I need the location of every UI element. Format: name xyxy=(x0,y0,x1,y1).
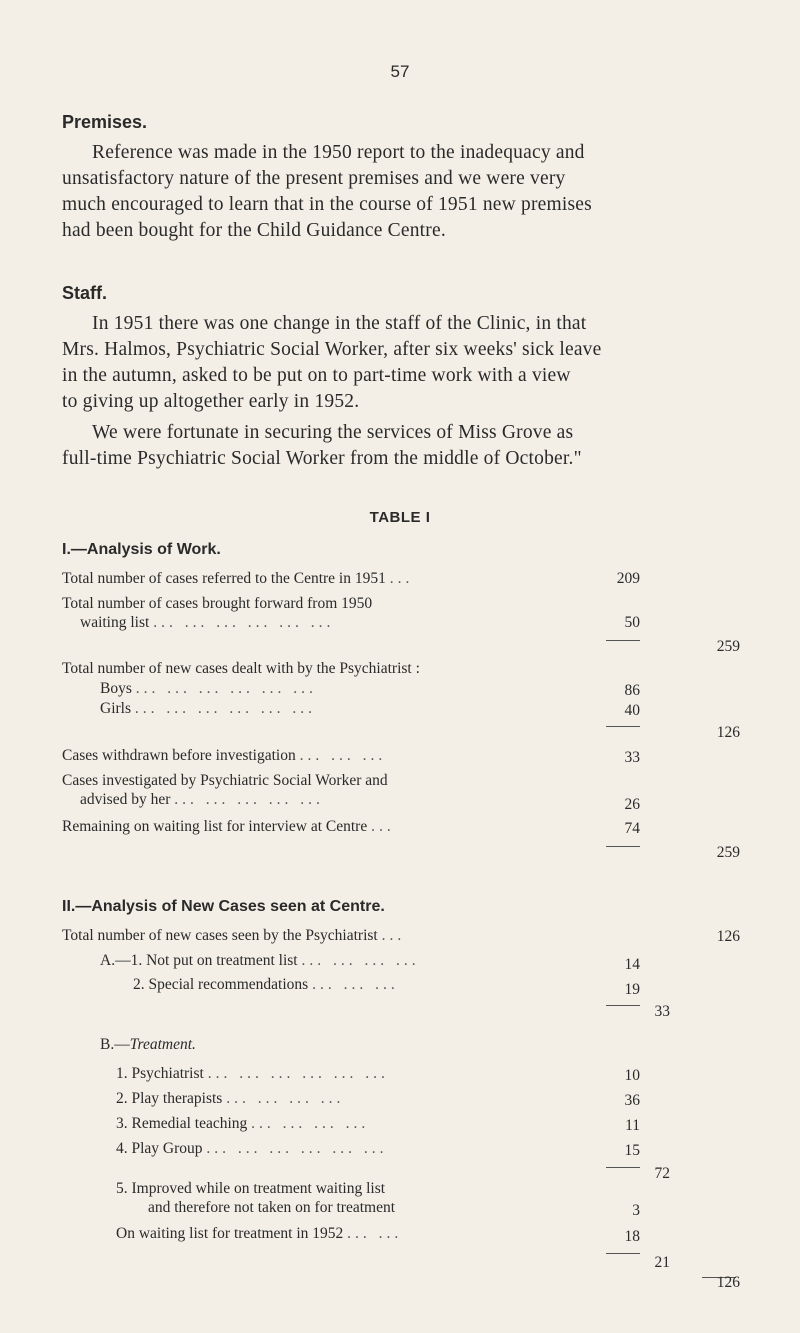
section-2-heading: II.—Analysis of New Cases seen at Centre. xyxy=(62,898,385,915)
table-row-label: Cases withdrawn before investigation ... ... ... xyxy=(62,747,387,764)
table-row-label: advised by her ... ... ... ... ... xyxy=(80,791,324,808)
table-row-value: 86 xyxy=(624,682,640,699)
staff-paragraph-2 xyxy=(62,420,742,472)
table-row-value: 40 xyxy=(624,702,640,719)
premises-line: had been bought for the Child Guidance Centre. xyxy=(62,220,446,241)
section-1-heading: I.—Analysis of Work. xyxy=(62,541,221,558)
table-row-label: A.—1. Not put on treatment list ... ... ... ... xyxy=(100,952,420,969)
table-row-label: 2. Play therapists ... ... ... ... xyxy=(116,1090,345,1107)
table-row-label: Total number of new cases dealt with by the Psychiatrist : xyxy=(62,660,420,677)
table-row-label: 4. Play Group ... ... ... ... ... ... xyxy=(116,1140,388,1157)
table-row-label: Boys ... ... ... ... ... ... xyxy=(100,680,317,697)
staff-line: full-time Psychiatric Social Worker from the middle of October." xyxy=(62,448,582,469)
premises-heading: Premises. xyxy=(62,112,148,132)
table-row-value: 19 xyxy=(624,981,640,998)
table-row-label: 3. Remedial teaching ... ... ... ... xyxy=(116,1115,370,1132)
staff-heading: Staff. xyxy=(62,283,107,303)
table-row-label: and therefore not taken on for treatment xyxy=(148,1199,396,1216)
staff-line: in the autumn, asked to be put on to part-time work with a view xyxy=(62,365,571,386)
rule xyxy=(606,846,640,847)
table-row-label: 5. Improved while on treatment waiting list xyxy=(116,1180,386,1197)
staff-line: We were fortunate in securing the services of Miss Grove as xyxy=(92,422,574,443)
staff-line: In 1951 there was one change in the staff of the Clinic, in that xyxy=(92,313,587,334)
table-row-label: On waiting list for treatment in 1952 ... ... xyxy=(116,1225,403,1242)
table-row-label: Total number of new cases seen by the Psychiatrist ... xyxy=(62,927,406,944)
table-row-label: waiting list ... ... ... ... ... ... xyxy=(80,614,335,631)
staff-paragraph-1 xyxy=(62,311,742,415)
rule xyxy=(606,726,640,727)
page-number: 57 xyxy=(390,62,410,81)
staff-line: Mrs. Halmos, Psychiatric Social Worker, after six weeks' sick leave xyxy=(62,339,602,360)
rule xyxy=(606,640,640,641)
grand-total-value: 126 xyxy=(716,1274,740,1291)
table-row-value: 33 xyxy=(624,749,640,766)
table-row-label: Cases investigated by Psychiatric Social Worker and xyxy=(62,772,388,789)
premises-paragraph xyxy=(62,140,742,244)
premises-line: much encouraged to learn that in the course of 1951 new premises xyxy=(62,194,592,215)
table-title: TABLE I xyxy=(369,509,431,526)
table-row-label: Total number of cases referred to the Centre in 1951 ... xyxy=(62,570,414,587)
premises-line: Reference was made in the 1950 report to the inadequacy and xyxy=(92,142,585,163)
subtotal-value: 21 xyxy=(654,1254,670,1271)
table-row-label: Total number of cases brought forward from 1950 xyxy=(62,595,373,612)
table-row-value: 15 xyxy=(624,1142,640,1159)
subtotal-value: 72 xyxy=(654,1165,670,1182)
premises-line: unsatisfactory nature of the present premises and we were very xyxy=(62,168,566,189)
table-row-value: 10 xyxy=(624,1067,640,1084)
subtotal-value: 259 xyxy=(716,638,740,655)
table-row-value: 11 xyxy=(625,1117,640,1134)
staff-line: to giving up altogether early in 1952. xyxy=(62,391,360,412)
table-row-value: 74 xyxy=(624,820,640,837)
table-row-value: 14 xyxy=(624,956,640,973)
subtotal-value: 33 xyxy=(654,1003,670,1020)
table-row-value: 3 xyxy=(632,1202,640,1219)
table-row-value: 26 xyxy=(624,796,640,813)
table-row-label: Girls ... ... ... ... ... ... xyxy=(100,700,316,717)
table-row-value: 36 xyxy=(624,1092,640,1109)
table-row-value: 18 xyxy=(624,1228,640,1245)
table-row-label: 1. Psychiatrist ... ... ... ... ... ... xyxy=(116,1065,389,1082)
table-row-value: 50 xyxy=(624,614,640,631)
subtotal-value: 126 xyxy=(716,724,740,741)
table-row-label: B.—Treatment. xyxy=(100,1036,196,1053)
total-value: 259 xyxy=(716,844,740,861)
table-row-label: Remaining on waiting list for interview at Centre ... xyxy=(62,818,395,835)
total-value: 126 xyxy=(716,928,740,945)
table-row-label: 2. Special recommendations ... ... ... xyxy=(133,976,399,993)
table-row-value: 209 xyxy=(616,570,640,587)
